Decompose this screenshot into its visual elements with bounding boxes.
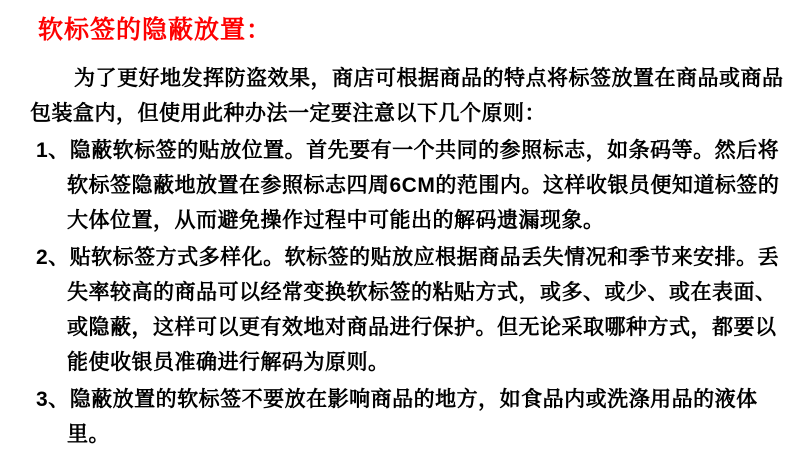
list-item	[36, 382, 796, 452]
list-item-text: 隐蔽放置的软标签不要放在影响商品的地方，如食品内或洗涤用品的液体里。	[67, 388, 758, 446]
intro-paragraph: 为了更好地发挥防盗效果，商店可根据商品的特点将标签放置在商品或商品包装盒内，但使用此种办法一定要注意以下几个原则：	[30, 67, 784, 125]
list-item-text: 贴软标签方式多样化。软标签的贴放应根据商品丢失情况和季节来安排。丢失率较高的商品可以经常变换软标签的粘贴方式，或多、或少、或在表面、或隐蔽，这样可以更有效地对商品进行保护。但无论采取哪种方式，都要以能使收银员准确进行解码为原则。	[67, 246, 780, 374]
list-item	[36, 240, 796, 380]
list-item-marker: 2、	[36, 246, 70, 269]
list-item-marker: 3、	[36, 388, 70, 411]
document-body	[0, 61, 800, 452]
list-item-text: 隐蔽软标签的贴放位置。首先要有一个共同的参照标志，如条码等。然后将软标签隐蔽地放置在参照标志四周6CM的范围内。这样收银员便知道标签的大体位置，从而避免操作过程中可能出的解码遗漏现象。	[67, 139, 780, 232]
page-title: 软标签的隐蔽放置：	[38, 16, 273, 44]
document-page	[0, 13, 800, 454]
list-item	[36, 133, 796, 238]
list-item-marker: 1、	[36, 139, 70, 162]
